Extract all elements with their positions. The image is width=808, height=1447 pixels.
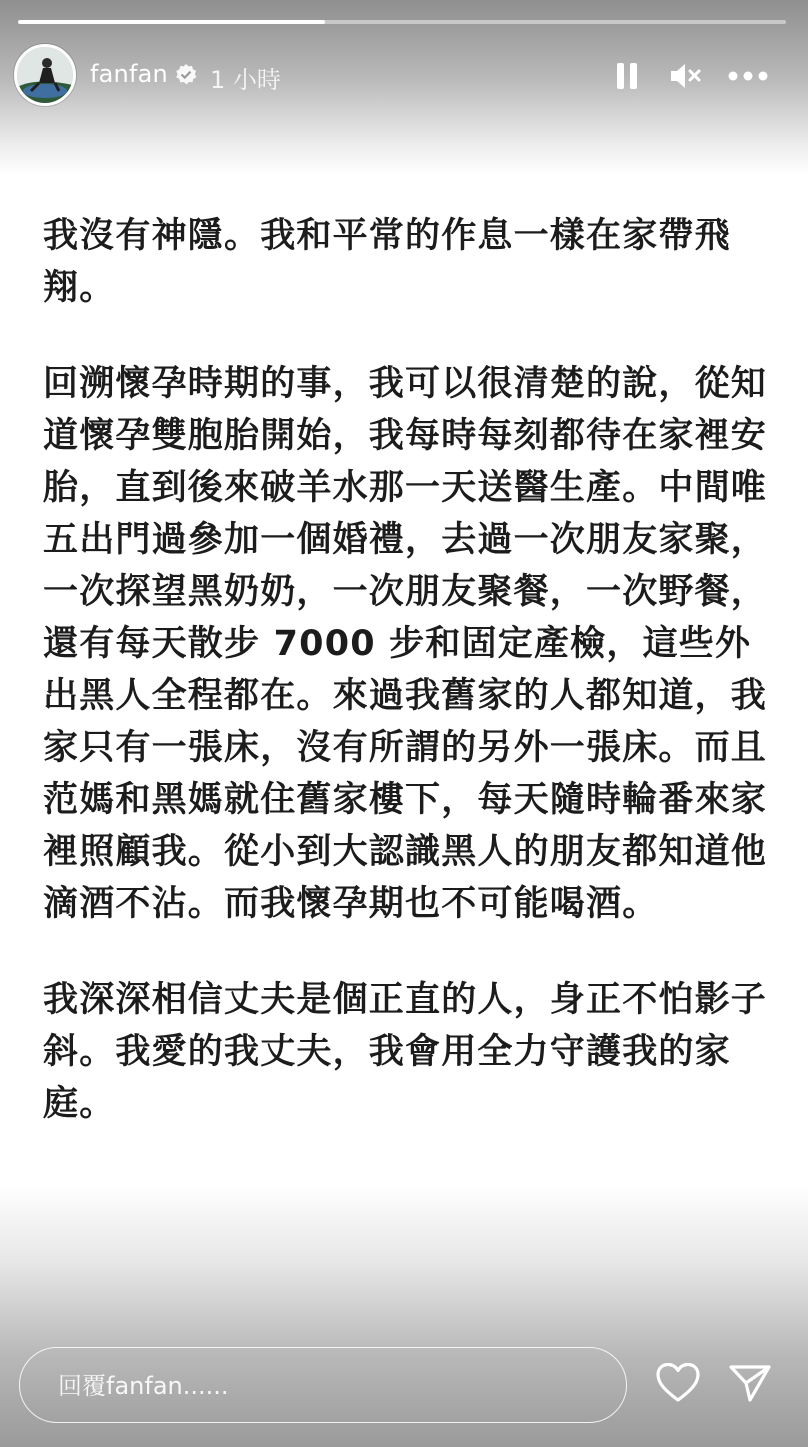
story-paragraph-2: 回溯懷孕時期的事，我可以很清楚的說，從知道懷孕雙胞胎開始，我每時每刻都待在家裡安胎，直到後來破羊水那一天送醫生產。中間唯五出門過參加一個婚禮，去過一次朋友家聚，一次探望黑奶奶，一次朋友聚餐，一次野餐，還有每天散步 7000 步和固定產檢，這些外出黑人全程都在。來過我舊家的人都知道，我家只有一張床，沒有所謂的另外一張床。而且范媽和黑媽就住舊家樓下，每天隨時輪番來家裡照顧我。從小到大認識黑人的朋友都知道他滴酒不沾。而我懷孕期也不可能喝酒。 [43, 364, 768, 924]
pause-button[interactable] [614, 60, 642, 92]
muted-speaker-icon [668, 60, 702, 92]
more-options-button[interactable] [726, 66, 770, 86]
story-paragraph-3: 我深深相信丈夫是個正直的人，身正不怕影子斜。我愛的我丈夫，我會用全力守護我的家庭。 [43, 980, 768, 1124]
reply-box[interactable] [19, 1347, 627, 1423]
story-text-content [43, 210, 768, 1174]
story-paragraph-1: 我沒有神隱。我和平常的作息一樣在家帶飛翔。 [43, 216, 731, 308]
heart-icon [655, 1362, 701, 1404]
pause-icon [614, 60, 642, 92]
paper-plane-icon [728, 1363, 772, 1403]
username[interactable]: fanfan [90, 60, 168, 88]
like-button[interactable] [655, 1362, 701, 1404]
story-header [14, 44, 794, 110]
avatar[interactable] [14, 44, 76, 106]
progress-fill [18, 20, 325, 24]
progress-track [18, 20, 786, 24]
post-time: 1 小時 [210, 66, 281, 94]
send-button[interactable] [728, 1363, 772, 1403]
more-dots-icon [726, 66, 770, 86]
story-progress-bar [18, 20, 786, 24]
verified-badge-icon [174, 63, 198, 87]
mute-button[interactable] [668, 60, 702, 92]
reply-input[interactable] [56, 1348, 600, 1424]
